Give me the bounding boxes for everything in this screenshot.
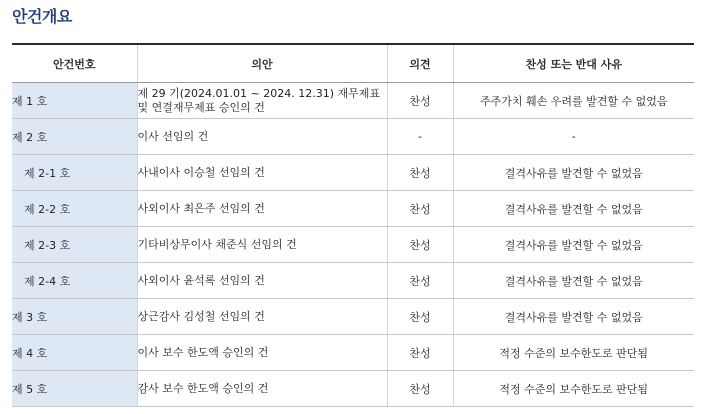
reason-cell: 결격사유를 발견할 수 없었음 (453, 227, 694, 263)
opinion-cell: 찬성 (387, 263, 453, 299)
opinion-cell: 찬성 (387, 299, 453, 335)
table-row (12, 299, 694, 335)
agenda-title-cell: 이사 보수 한도액 승인의 건 (137, 335, 387, 371)
table-row (12, 155, 694, 191)
table-row (12, 83, 694, 119)
agenda-title-cell: 기타비상무이사 채준식 선임의 건 (137, 227, 387, 263)
opinion-cell: 찬성 (387, 191, 453, 227)
header-agenda-number: 안건번호 (12, 44, 137, 83)
header-agenda: 의안 (137, 44, 387, 83)
agenda-number-cell: 제 3 호 (12, 299, 137, 335)
agenda-title-cell: 사외이사 최은주 선임의 건 (137, 191, 387, 227)
reason-cell: 적정 수준의 보수한도로 판단됨 (453, 335, 694, 371)
header-opinion: 의견 (387, 44, 453, 83)
opinion-cell: 찬성 (387, 155, 453, 191)
table-row (12, 263, 694, 299)
agenda-title-cell: 사외이사 윤석록 선임의 건 (137, 263, 387, 299)
agenda-number-cell: 제 5 호 (12, 371, 137, 407)
agenda-number-cell: 제 1 호 (12, 83, 137, 119)
table-header-row (12, 44, 694, 83)
agenda-title-cell: 사내이사 이승철 선임의 건 (137, 155, 387, 191)
header-reason: 찬성 또는 반대 사유 (453, 44, 694, 83)
reason-cell: 결격사유를 발견할 수 없었음 (453, 155, 694, 191)
agenda-title-cell: 이사 선임의 건 (137, 119, 387, 155)
reason-cell: 결격사유를 발견할 수 없었음 (453, 191, 694, 227)
agenda-title-cell: 상근감사 김성철 선임의 건 (137, 299, 387, 335)
agenda-title-cell: 제 29 기(2024.01.01 ~ 2024. 12.31) 재무제표 및 연결재무제표 승인의 건 (137, 83, 387, 119)
table-row (12, 227, 694, 263)
table-row (12, 371, 694, 407)
opinion-cell: - (387, 119, 453, 155)
agenda-number-cell: 제 2-1 호 (12, 155, 137, 191)
reason-cell: - (453, 119, 694, 155)
opinion-cell: 찬성 (387, 227, 453, 263)
reason-cell: 주주가치 훼손 우려를 발견할 수 없었음 (453, 83, 694, 119)
opinion-cell: 찬성 (387, 335, 453, 371)
agenda-number-cell: 제 2-2 호 (12, 191, 137, 227)
table-row (12, 119, 694, 155)
table-row (12, 191, 694, 227)
reason-cell: 결격사유를 발견할 수 없었음 (453, 263, 694, 299)
table-row (12, 335, 694, 371)
reason-cell: 적정 수준의 보수한도로 판단됨 (453, 371, 694, 407)
agenda-number-cell: 제 4 호 (12, 335, 137, 371)
reason-cell: 결격사유를 발견할 수 없었음 (453, 299, 694, 335)
agenda-number-cell: 제 2-4 호 (12, 263, 137, 299)
page-title: 안건개요 (12, 7, 72, 26)
opinion-cell: 찬성 (387, 371, 453, 407)
agenda-number-cell: 제 2 호 (12, 119, 137, 155)
agenda-table (12, 43, 694, 407)
agenda-number-cell: 제 2-3 호 (12, 227, 137, 263)
opinion-cell: 찬성 (387, 83, 453, 119)
agenda-title-cell: 감사 보수 한도액 승인의 건 (137, 371, 387, 407)
